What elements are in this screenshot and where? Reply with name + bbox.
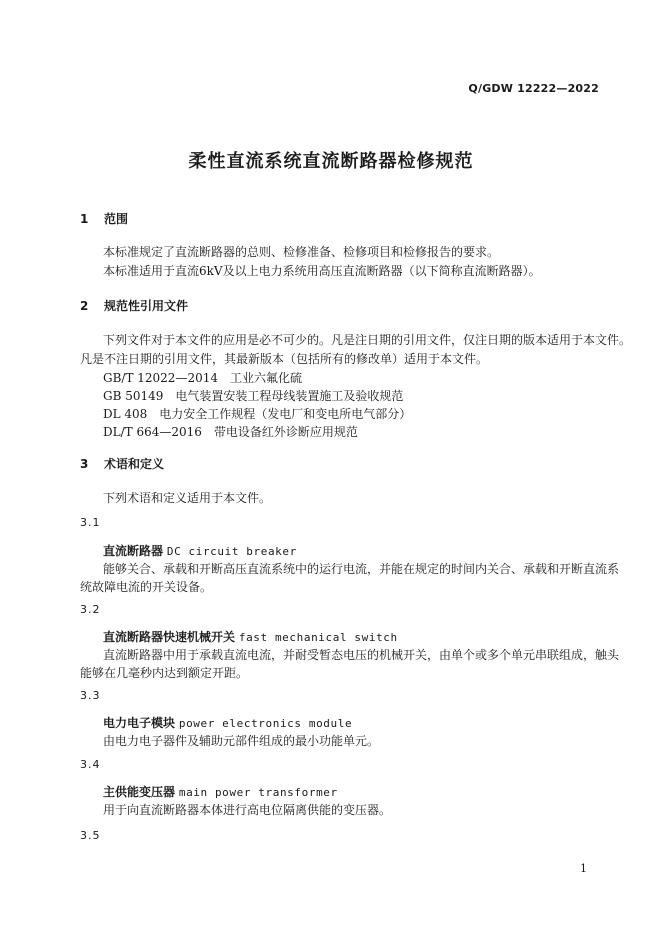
term-zh: 主供能变压器 xyxy=(103,785,176,799)
section-2-heading xyxy=(80,297,188,314)
term-number: 3.5 xyxy=(80,829,101,842)
term-definition: 统故障电流的开关设备。 xyxy=(80,580,213,594)
term-heading xyxy=(103,783,338,800)
reference-item: GB/T 12022—2014 工业六氟化硫 xyxy=(103,371,302,385)
term-en: fast mechanical switch xyxy=(238,631,398,644)
paragraph: 本标准规定了直流断路器的总则、检修准备、检修项目和检修报告的要求。 xyxy=(103,245,500,259)
term-number: 3.2 xyxy=(80,603,101,616)
section-1-heading xyxy=(80,210,128,227)
document-code: Q/GDW 12222—2022 xyxy=(468,82,599,95)
term-definition: 由电力电子器件及辅助元部件组成的最小功能单元。 xyxy=(103,734,380,748)
section-title: 范围 xyxy=(104,212,129,226)
paragraph: 下列术语和定义适用于本文件。 xyxy=(103,491,272,505)
term-zh: 直流断路器快速机械开关 xyxy=(103,630,236,644)
paragraph: 凡是不注日期的引用文件，其最新版本（包括所有的修改单）适用于本文件。 xyxy=(80,352,489,366)
term-heading xyxy=(103,542,297,559)
term-heading xyxy=(103,714,352,731)
reference-item: DL 408 电力安全工作规程（发电厂和变电所电气部分） xyxy=(103,407,412,421)
term-zh: 直流断路器 xyxy=(103,544,164,558)
section-title: 规范性引用文件 xyxy=(104,299,189,313)
term-definition: 能够关合、承载和开断高压直流系统中的运行电流，并能在规定的时间内关合、承载和开断直流系 xyxy=(103,562,620,576)
reference-item: GB 50149 电气装置安装工程母线装置施工及验收规范 xyxy=(103,389,404,403)
term-en: DC circuit breaker xyxy=(166,545,297,558)
term-en: power electronics module xyxy=(178,717,353,730)
term-number: 3.3 xyxy=(80,689,101,702)
term-number: 3.4 xyxy=(80,758,101,771)
term-definition: 直流断路器中用于承载直流电流，并耐受暂态电压的机械开关，由单个或多个单元串联组成，触头 xyxy=(103,648,620,662)
section-number: 2 xyxy=(80,299,89,313)
paragraph: 本标准适用于直流6kV及以上电力系统用高压直流断路器（以下简称直流断路器）。 xyxy=(103,264,541,278)
page-number: 1 xyxy=(580,862,587,875)
section-number: 3 xyxy=(80,457,89,471)
term-definition: 用于向直流断路器本体进行高电位隔离供能的变压器。 xyxy=(103,803,392,817)
term-number: 3.1 xyxy=(80,516,101,529)
term-en: main power transformer xyxy=(178,786,338,799)
section-number: 1 xyxy=(80,212,89,226)
section-title: 术语和定义 xyxy=(104,457,165,471)
section-3-heading xyxy=(80,455,164,472)
reference-item: DL/T 664—2016 带电设备红外诊断应用规范 xyxy=(103,425,358,439)
term-definition: 能够在几毫秒内达到额定开距。 xyxy=(80,666,249,680)
page-title: 柔性直流系统直流断路器检修规范 xyxy=(188,151,474,172)
term-zh: 电力电子模块 xyxy=(103,716,176,730)
term-heading xyxy=(103,628,398,645)
paragraph: 下列文件对于本文件的应用是必不可少的。凡是注日期的引用文件，仅注日期的版本适用于本文件。 xyxy=(103,333,632,347)
